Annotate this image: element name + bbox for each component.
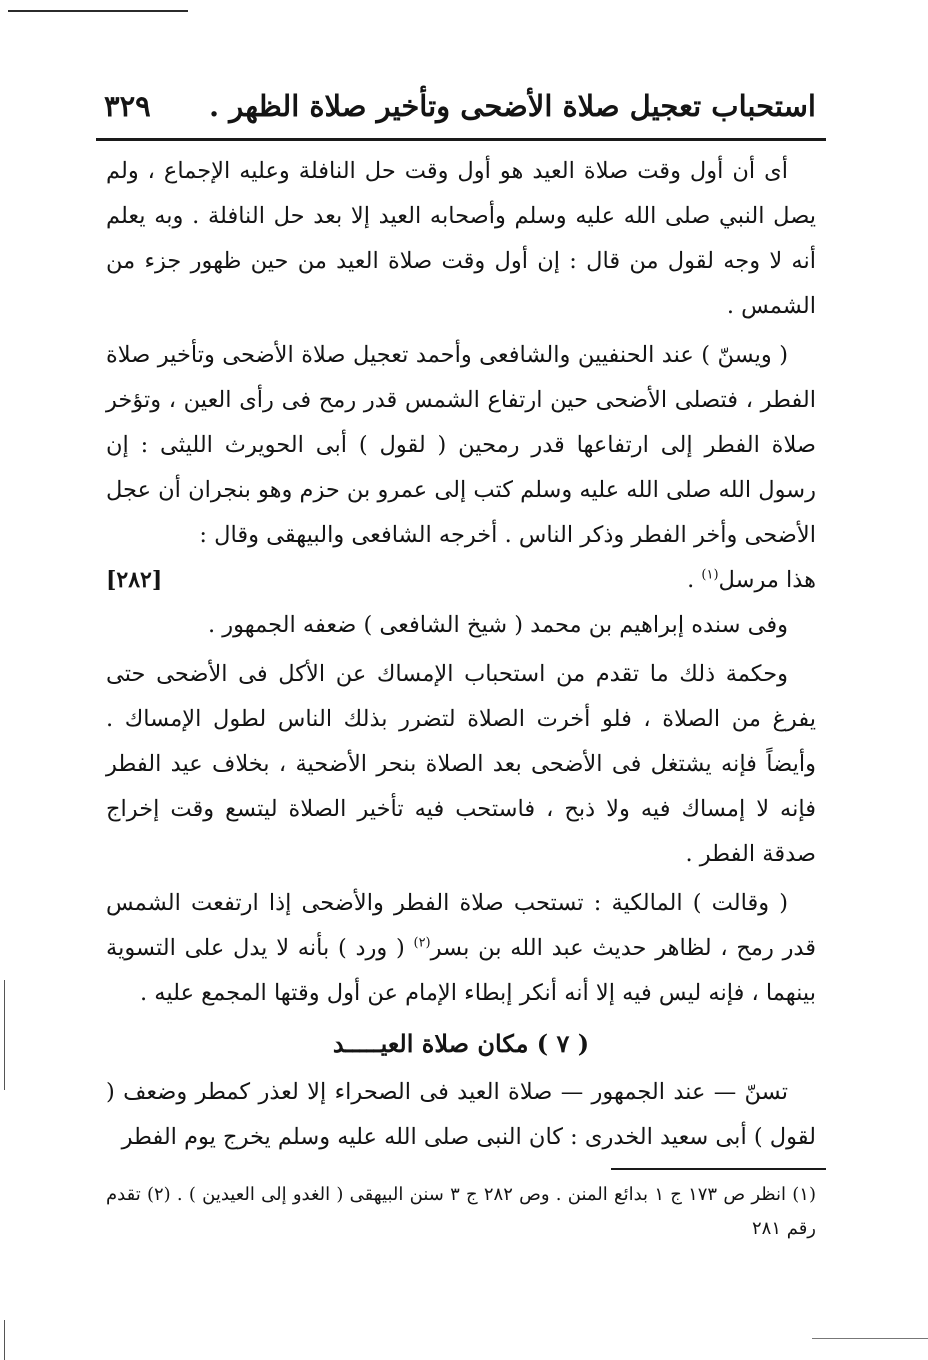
paragraph-hastening-adha-last-line [106,558,816,603]
paragraph-maliki-view [106,881,816,1016]
paragraph-hastening-adha: ( ويسنّ ) عند الحنفيين والشافعى وأحمد تعجيل صلاة الأضحى وتأخير صلاة الفطر ، فتصلى الأضحى حين ارتفاع الشمس قدر رمح فى رأى العين ، وتؤخر صلاة الفطر إلى ارتفاعها قدر رمحين ( لقول ) أبى الحويرث الليثى : إن رسول الله صلى الله عليه وسلم كتب إلى عمرو بن حزم وهو بنجران أن عجل الأضحى وأخر الفطر وذكر الناس . أخرجه الشافعى والبيهقى وقال : [106,342,816,548]
footnotes [96,1178,826,1246]
footnote-divider [611,1168,826,1170]
paragraph-first-time-of-eid: أى أن أول وقت صلاة العيد هو أول وقت حل النافلة وعليه الإجماع ، ولم يصل النبي صلى الله عليه وسلم وأصحابه العيد إلا بعد حل النافلة . وبه يعلم أنه لا وجه لقول من قال : إن أول وقت صلاة العيد من حين ظهور جزء من الشمس . [106,158,816,319]
left-scan-edge-mark [4,980,5,1090]
top-scan-line [8,10,188,12]
maliki-view-text-a: ( وقالت ) المالكية : تستحب صلاة الفطر والأضحى إذا ارتفعت الشمس قدر رمح ، لظاهر حديث عبد الله بن بسر [106,890,816,961]
paragraph-isnad-note: وفى سنده إبراهيم بن محمد ( شيخ الشافعى ) ضعفه الجمهور . [207,612,788,638]
paragraph-wisdom: وحكمة ذلك ما تقدم من استحباب الإمساك عن الأكل فى الأضحى حتى يفرغ من الصلاة ، فلو أخرت الصلاة لتضرر بذلك الناس لطول الإمساك . وأيضاً فإنه يشتغل فى الأضحى بعد الصلاة بنحر الأضحية ، بخلاف عيد الفطر فإنه لا إمساك فيه ولا ذبح ، فاستحب فيه تأخير الصلاة ليتسع وقت إخراج صدقة الفطر . [106,661,816,867]
running-title: استحباب تعجيل صلاة الأضحى وتأخير صلاة الظهر . [209,89,816,123]
footnote-marker-1: (١) [701,567,719,583]
mursal-end: . [687,567,702,593]
book-page [96,82,826,1246]
maliki-view-text-b: ( ورد ) بأنه لا يدل على التسوية بينهما ، فإنه ليس فيه إلا أنه أنكر إبطاء الإمام عن أول وقتها المجمع عليه . [106,935,816,1006]
main-text [96,141,826,1160]
hadith-reference-number: [٢٨٢] [106,567,163,593]
mursal-statement [687,558,816,603]
section-heading: ( ٧ ) مكان صلاة العيـــــد [332,1029,590,1058]
paragraph-place-of-eid: تسنّ — عند الجمهور — صلاة العيد فى الصحراء إلا لعذر كمطر وضعف ( لقول ) أبى سعيد الخدرى : كان النبى صلى الله عليه وسلم يخرج يوم الفطر [106,1079,816,1150]
bottom-scan-line [812,1338,928,1339]
footnote-marker-2: (٢) [413,935,431,951]
footnote-text: (١) انظر ص ١٧٣ ج ١ بدائع المنن . وص ٢٨٢ ج ٣ سنن البيهقى ( الغدو إلى العيدين ) . (٢) تقدم رقم ٢٨١ [106,1184,816,1239]
page-header [96,82,826,141]
left-scan-edge-mark-bottom [4,1320,5,1360]
mursal-text: هذا مرسل [718,567,816,593]
page-number: ٣٢٩ [104,89,151,123]
